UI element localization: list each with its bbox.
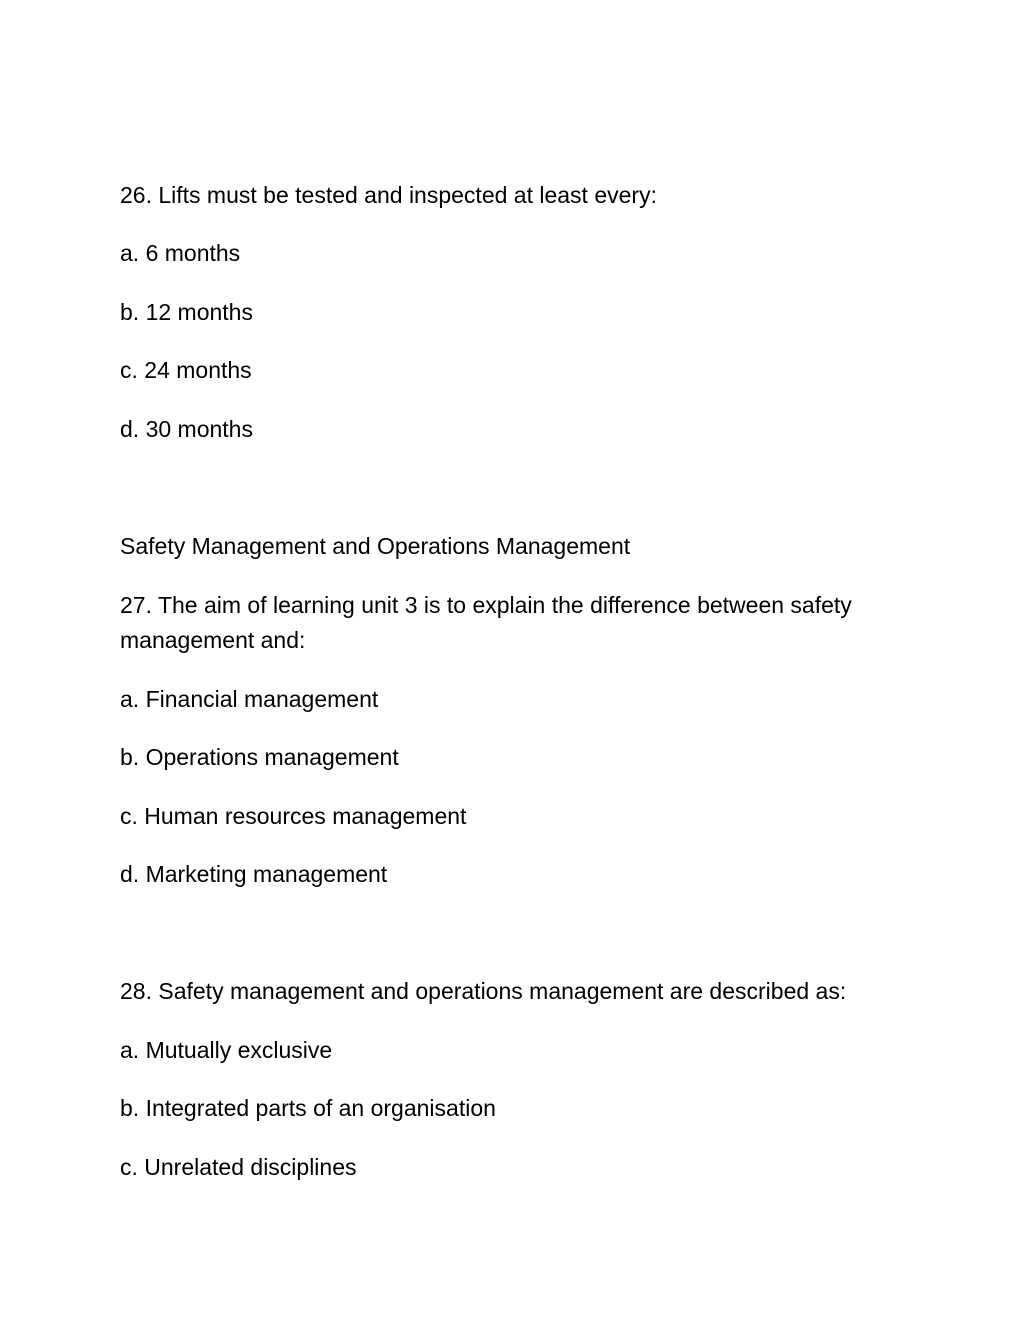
question-26-option-d: d. 30 months (120, 416, 253, 442)
question-27-option-a: a. Financial management (120, 686, 379, 712)
section-heading: Safety Management and Operations Management (120, 533, 631, 559)
question-26-option-b: b. 12 months (120, 299, 253, 325)
question-28-option-c: c. Unrelated disciplines (120, 1154, 357, 1180)
question-26-option-c: c. 24 months (120, 357, 252, 383)
question-28-prompt: 28. Safety management and operations management are described as: (120, 978, 847, 1004)
question-28-option-a: a. Mutually exclusive (120, 1037, 333, 1063)
question-27-option-d: d. Marketing management (120, 861, 388, 887)
question-28-option-b: b. Integrated parts of an organisation (120, 1095, 496, 1121)
question-26-prompt: 26. Lifts must be tested and inspected at least every: (120, 182, 657, 208)
question-27-option-b: b. Operations management (120, 744, 399, 770)
question-27-option-c: c. Human resources management (120, 803, 467, 829)
question-27-prompt: 27. The aim of learning unit 3 is to explain the difference between safety management and: (120, 592, 852, 653)
question-26-option-a: a. 6 months (120, 240, 241, 266)
